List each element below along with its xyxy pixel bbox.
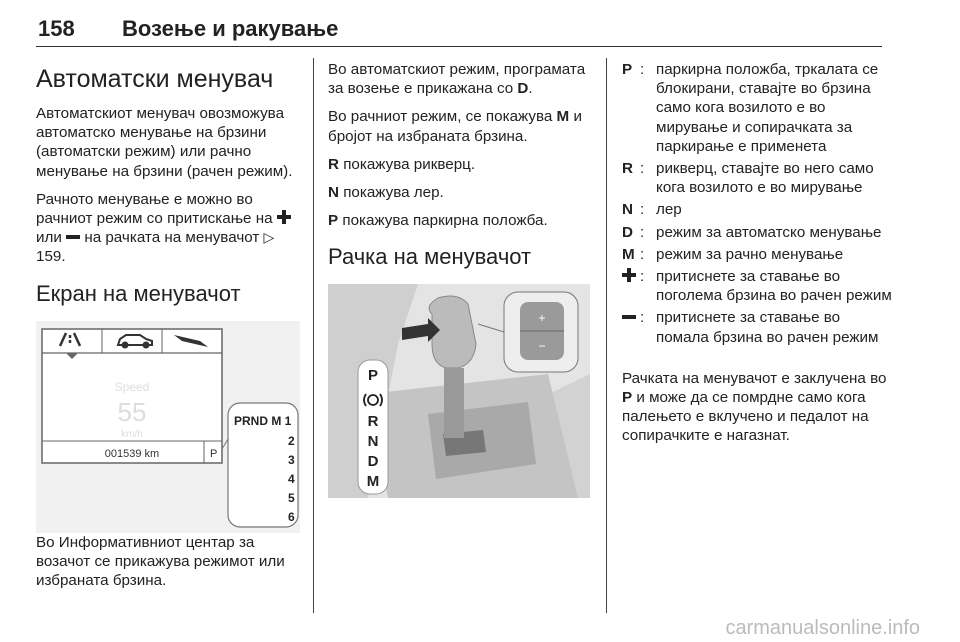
def-key: P xyxy=(622,61,633,78)
text: и може да се помрдне само кога палењето е вклучено и педалот на сопирачките е нагазнат. xyxy=(622,389,869,445)
paragraph-park xyxy=(328,211,596,230)
definition-row xyxy=(622,159,894,197)
def-colon: : xyxy=(640,201,645,219)
def-key: D xyxy=(622,223,633,241)
odometer: 001539 km xyxy=(104,447,160,460)
reference-arrow-icon: ▷ xyxy=(263,229,275,246)
column-divider xyxy=(313,58,314,613)
speed-value: 55 xyxy=(117,396,147,427)
gear-letter: N xyxy=(328,184,339,202)
gear-indicator: P xyxy=(210,447,218,460)
def-key xyxy=(622,267,640,305)
minus-icon xyxy=(622,315,636,319)
gear-4: 4 xyxy=(288,471,295,486)
def-text: режим за рачно менување xyxy=(656,245,844,263)
driver-info-display-illustration xyxy=(36,321,300,533)
gear-letter: P xyxy=(622,389,633,407)
definition-row xyxy=(622,267,894,305)
text: или xyxy=(36,229,62,247)
def-colon: : xyxy=(640,309,645,327)
def-text: режим за автоматско менување xyxy=(656,223,882,241)
def-text: лер xyxy=(656,201,682,219)
paragraph-lever-lock xyxy=(622,369,894,446)
selector-m: M xyxy=(366,473,380,491)
paragraph-manual-mode xyxy=(328,107,596,145)
prnd-label: PRND M 1 xyxy=(234,413,292,428)
watermark: carmanualsonline.info xyxy=(725,617,920,639)
caption-display: Во Информативниот центар за возачот се прикажува режимот или избраната брзина. xyxy=(36,533,285,590)
text: на рачката на менувачот xyxy=(84,229,260,247)
paragraph-intro: Автоматскиот менувач овозможува автоматско менување на брзини (автоматски режим) или рачно менување на брзини (рачен режим). xyxy=(36,105,293,180)
plus-icon xyxy=(277,210,291,224)
def-key: N xyxy=(622,201,633,219)
definition-row xyxy=(622,308,894,346)
gear-5: 5 xyxy=(288,490,295,505)
paragraph-auto-mode xyxy=(328,60,596,98)
paragraph-neutral xyxy=(328,183,596,202)
gear-letter: D xyxy=(517,80,529,98)
def-key xyxy=(622,308,640,346)
text: Рачката на менувачот е заклучена во xyxy=(622,369,887,387)
text: Рачното менување е можно во рачниот режим со притискање на xyxy=(36,190,273,228)
definition-row xyxy=(622,223,894,242)
selector-n: N xyxy=(367,433,379,451)
def-text: паркирна положба, тркалата се блокирани, ставајте во брзина само кога возилото е во мирување и сопирачката за паркирање е применета xyxy=(656,61,879,155)
page-number: 158 xyxy=(38,16,75,41)
def-colon: : xyxy=(640,160,645,178)
heading-transmission-display: Екран на менувачот xyxy=(36,280,241,306)
def-key: R xyxy=(622,160,633,178)
gear-letter: M xyxy=(556,108,570,126)
gear-letter: P xyxy=(328,212,339,230)
paragraph-reverse xyxy=(328,155,596,174)
page-reference[interactable]: 159. xyxy=(36,248,66,266)
minus-button-label: − xyxy=(538,339,546,354)
text: покажува паркирна положба. xyxy=(342,212,548,230)
heading-selector-lever: Рачка на менувачот xyxy=(328,244,532,270)
def-colon: : xyxy=(640,245,645,263)
column-3 xyxy=(622,60,894,455)
text: и бројот на избраната брзина. xyxy=(328,108,582,145)
gear-2: 2 xyxy=(288,433,295,448)
definition-row xyxy=(622,60,894,156)
page-header xyxy=(36,12,882,47)
def-colon: : xyxy=(640,61,645,78)
speed-label: Speed xyxy=(114,379,150,394)
text: Во автоматскиот режим, програмата за возење е прикажана со xyxy=(328,61,586,98)
def-text: притиснете за ставање во поголема брзина во рачен режим xyxy=(656,268,892,305)
selector-p: P xyxy=(367,367,379,385)
def-text: рикверц, ставајте во него само кога возилото е во мирување xyxy=(656,160,874,197)
paragraph-manual xyxy=(36,190,304,267)
text: Во рачниот режим, се покажува xyxy=(328,108,553,126)
column-divider xyxy=(606,58,607,613)
gear-3: 3 xyxy=(288,452,295,467)
selector-lever-illustration xyxy=(328,284,590,498)
definition-row xyxy=(622,245,894,264)
heading-automatic-transmission: Автоматски менувач xyxy=(36,65,274,93)
text: . xyxy=(528,80,533,98)
plus-icon xyxy=(622,268,636,282)
def-colon: : xyxy=(640,223,645,241)
selector-d: D xyxy=(367,453,379,471)
minus-icon xyxy=(66,235,80,239)
selector-r: R xyxy=(367,413,379,431)
text: покажува лер. xyxy=(343,184,444,202)
def-colon: : xyxy=(640,268,645,286)
text: покажува рикверц. xyxy=(343,155,476,173)
speed-unit: km/h xyxy=(121,428,143,440)
gear-letter: R xyxy=(328,155,339,173)
section-title: Возење и ракување xyxy=(122,16,339,41)
def-text: притиснете за ставање во помала брзина во рачен режим xyxy=(656,309,879,346)
column-1 xyxy=(36,60,304,599)
plus-button-label: + xyxy=(538,311,546,326)
gear-6: 6 xyxy=(288,509,295,524)
column-2 xyxy=(328,60,596,498)
definition-row xyxy=(622,200,894,219)
def-key: M xyxy=(622,245,635,263)
